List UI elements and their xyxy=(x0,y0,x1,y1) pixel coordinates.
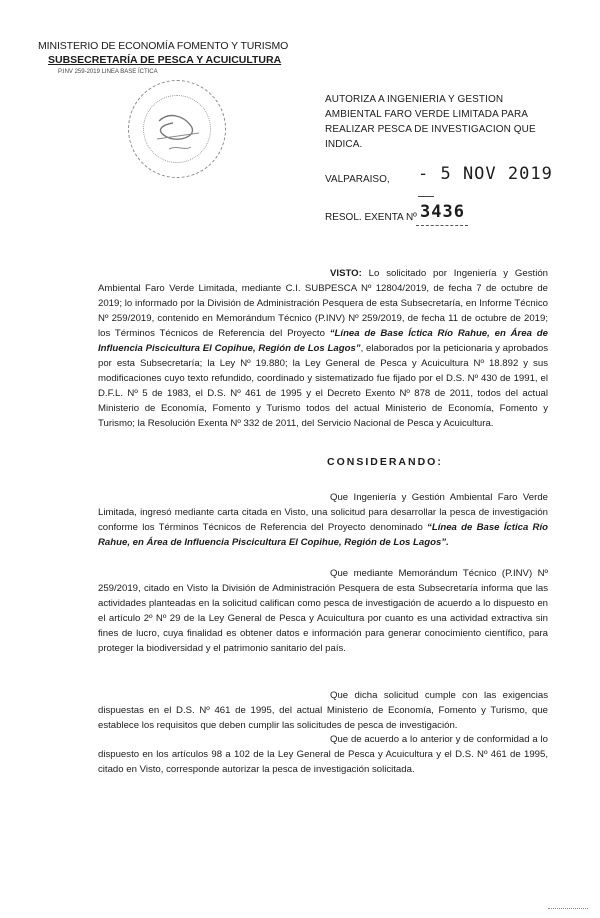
considerando-heading: CONSIDERANDO: xyxy=(327,456,443,468)
considerando-paragraph-3: Que dicha solicitud cumple con las exigencias dispuestas en el D.S. Nº 461 de 1995, del actual Ministerio de Economía, Fomento y Turismo, que establece los requisitos que deben cumplir las solicitudes de pesca de investigación. xyxy=(98,690,548,731)
page-corner-mark xyxy=(548,908,588,909)
resolution-label: RESOL. EXENTA Nº xyxy=(325,212,417,223)
visto-paragraph xyxy=(98,266,548,431)
considerando-paragraph-1 xyxy=(98,490,548,550)
considerando-paragraph-2: Que mediante Memorándum Técnico (P.INV) Nº 259/2019, citado en Visto la División de Administración Pesquera de esta Subsecretaría informa que las actividades planteadas en la solicitud califican como pesca de investigación de acuerdo a lo dispuesto en el artículo 2º Nº 29 de la Ley General de Pesca y Acuicultura por cuanto es una actividad extractiva sin fines de lucro, cuya finalidad es obtener datos e información para generar conocimiento científico, para proteger la biodiversidad y el patrimonio sanitario del país. xyxy=(98,568,548,654)
resolution-number-underline xyxy=(416,225,468,226)
considerando-p1-project: “Línea de Base Íctica Río Rahue, en Área de Influencia Piscicultura El Copihue, Región de Los Lagos”. xyxy=(98,522,548,548)
place-label: VALPARAISO, xyxy=(325,174,390,185)
considerando-p1-text: Que Ingeniería y Gestión Ambiental Faro Verde Limitada, ingresó mediante carta citada en Visto, una solicitud para desarrollar la pesca de investigación conforme los Términos Técnicos de Referencia del Proyecto denominado xyxy=(98,492,548,533)
visto-heading: VISTO: xyxy=(330,268,362,279)
visto-project-name: “Línea de Base Íctica Río Rahue, en Área de Influencia Piscicultura El Copihue, Región de Los Lagos” xyxy=(98,328,548,354)
undersecretariat-name: SUBSECRETARÍA DE PESCA Y ACUICULTURA xyxy=(48,54,282,66)
resolution-number: 3436 xyxy=(420,202,465,222)
date-stamp: - 5 NOV 2019 xyxy=(418,164,553,184)
visto-text-1: Lo solicitado por Ingeniería y Gestión Ambiental Faro Verde Limitada, mediante C.I. SUBPESCA Nº 12804/2019, de fecha 7 de octubre de 2019; lo informado por la División de Administración Pesquera de esta Subsecretaría, en Informe Técnico Nº 259/2019, contenido en Memorándum Técnico (P.INV) Nº 259/2019, de fecha 11 de octubre de 2019; los Términos Técnicos de Referencia del Proyecto xyxy=(98,268,548,339)
visto-text-2: , elaborados por la peticionaria y aprobados por esta Subsecretaría; la Ley Nº 19.880; la Ley General de Pesca y Acuicultura Nº 18.892 y sus modificaciones cuyo texto refundido, coordinado y sistematizado fue fijado por el D.S. Nº 430 de 1991, el D.F.L. Nº 5 de 1983, el D.S. Nº 461 de 1995 y el Decreto Exento Nº 878 de 2011, todos del actual Ministerio de Economía, Fomento y Turismo todos del actual Ministerio de Economía, Fomento y Turismo; la Resolución Exenta Nº 332 de 2011, del Servicio Nacional de Pesca y Acuicultura. xyxy=(98,343,548,429)
date-underline xyxy=(418,196,434,197)
resolution-subject: AUTORIZA A INGENIERIA Y GESTION AMBIENTAL FARO VERDE LIMITADA PARA REALIZAR PESCA DE INVESTIGACION QUE INDICA. xyxy=(325,94,536,150)
official-seal-stamp xyxy=(128,80,226,178)
reference-code: P.INV 259-2019 LINEA BASE ÍCTICA xyxy=(58,69,158,75)
considerando-paragraph-4: Que de acuerdo a lo anterior y de conformidad a lo dispuesto en los artículos 98 a 102 de la Ley General de Pesca y Acuicultura y el D.S. Nº 461 de 1995, citado en Visto, corresponde autorizar la pesca de investigación solicitada. xyxy=(98,734,548,775)
ministry-name: MINISTERIO DE ECONOMÍA FOMENTO Y TURISMO xyxy=(38,40,289,52)
